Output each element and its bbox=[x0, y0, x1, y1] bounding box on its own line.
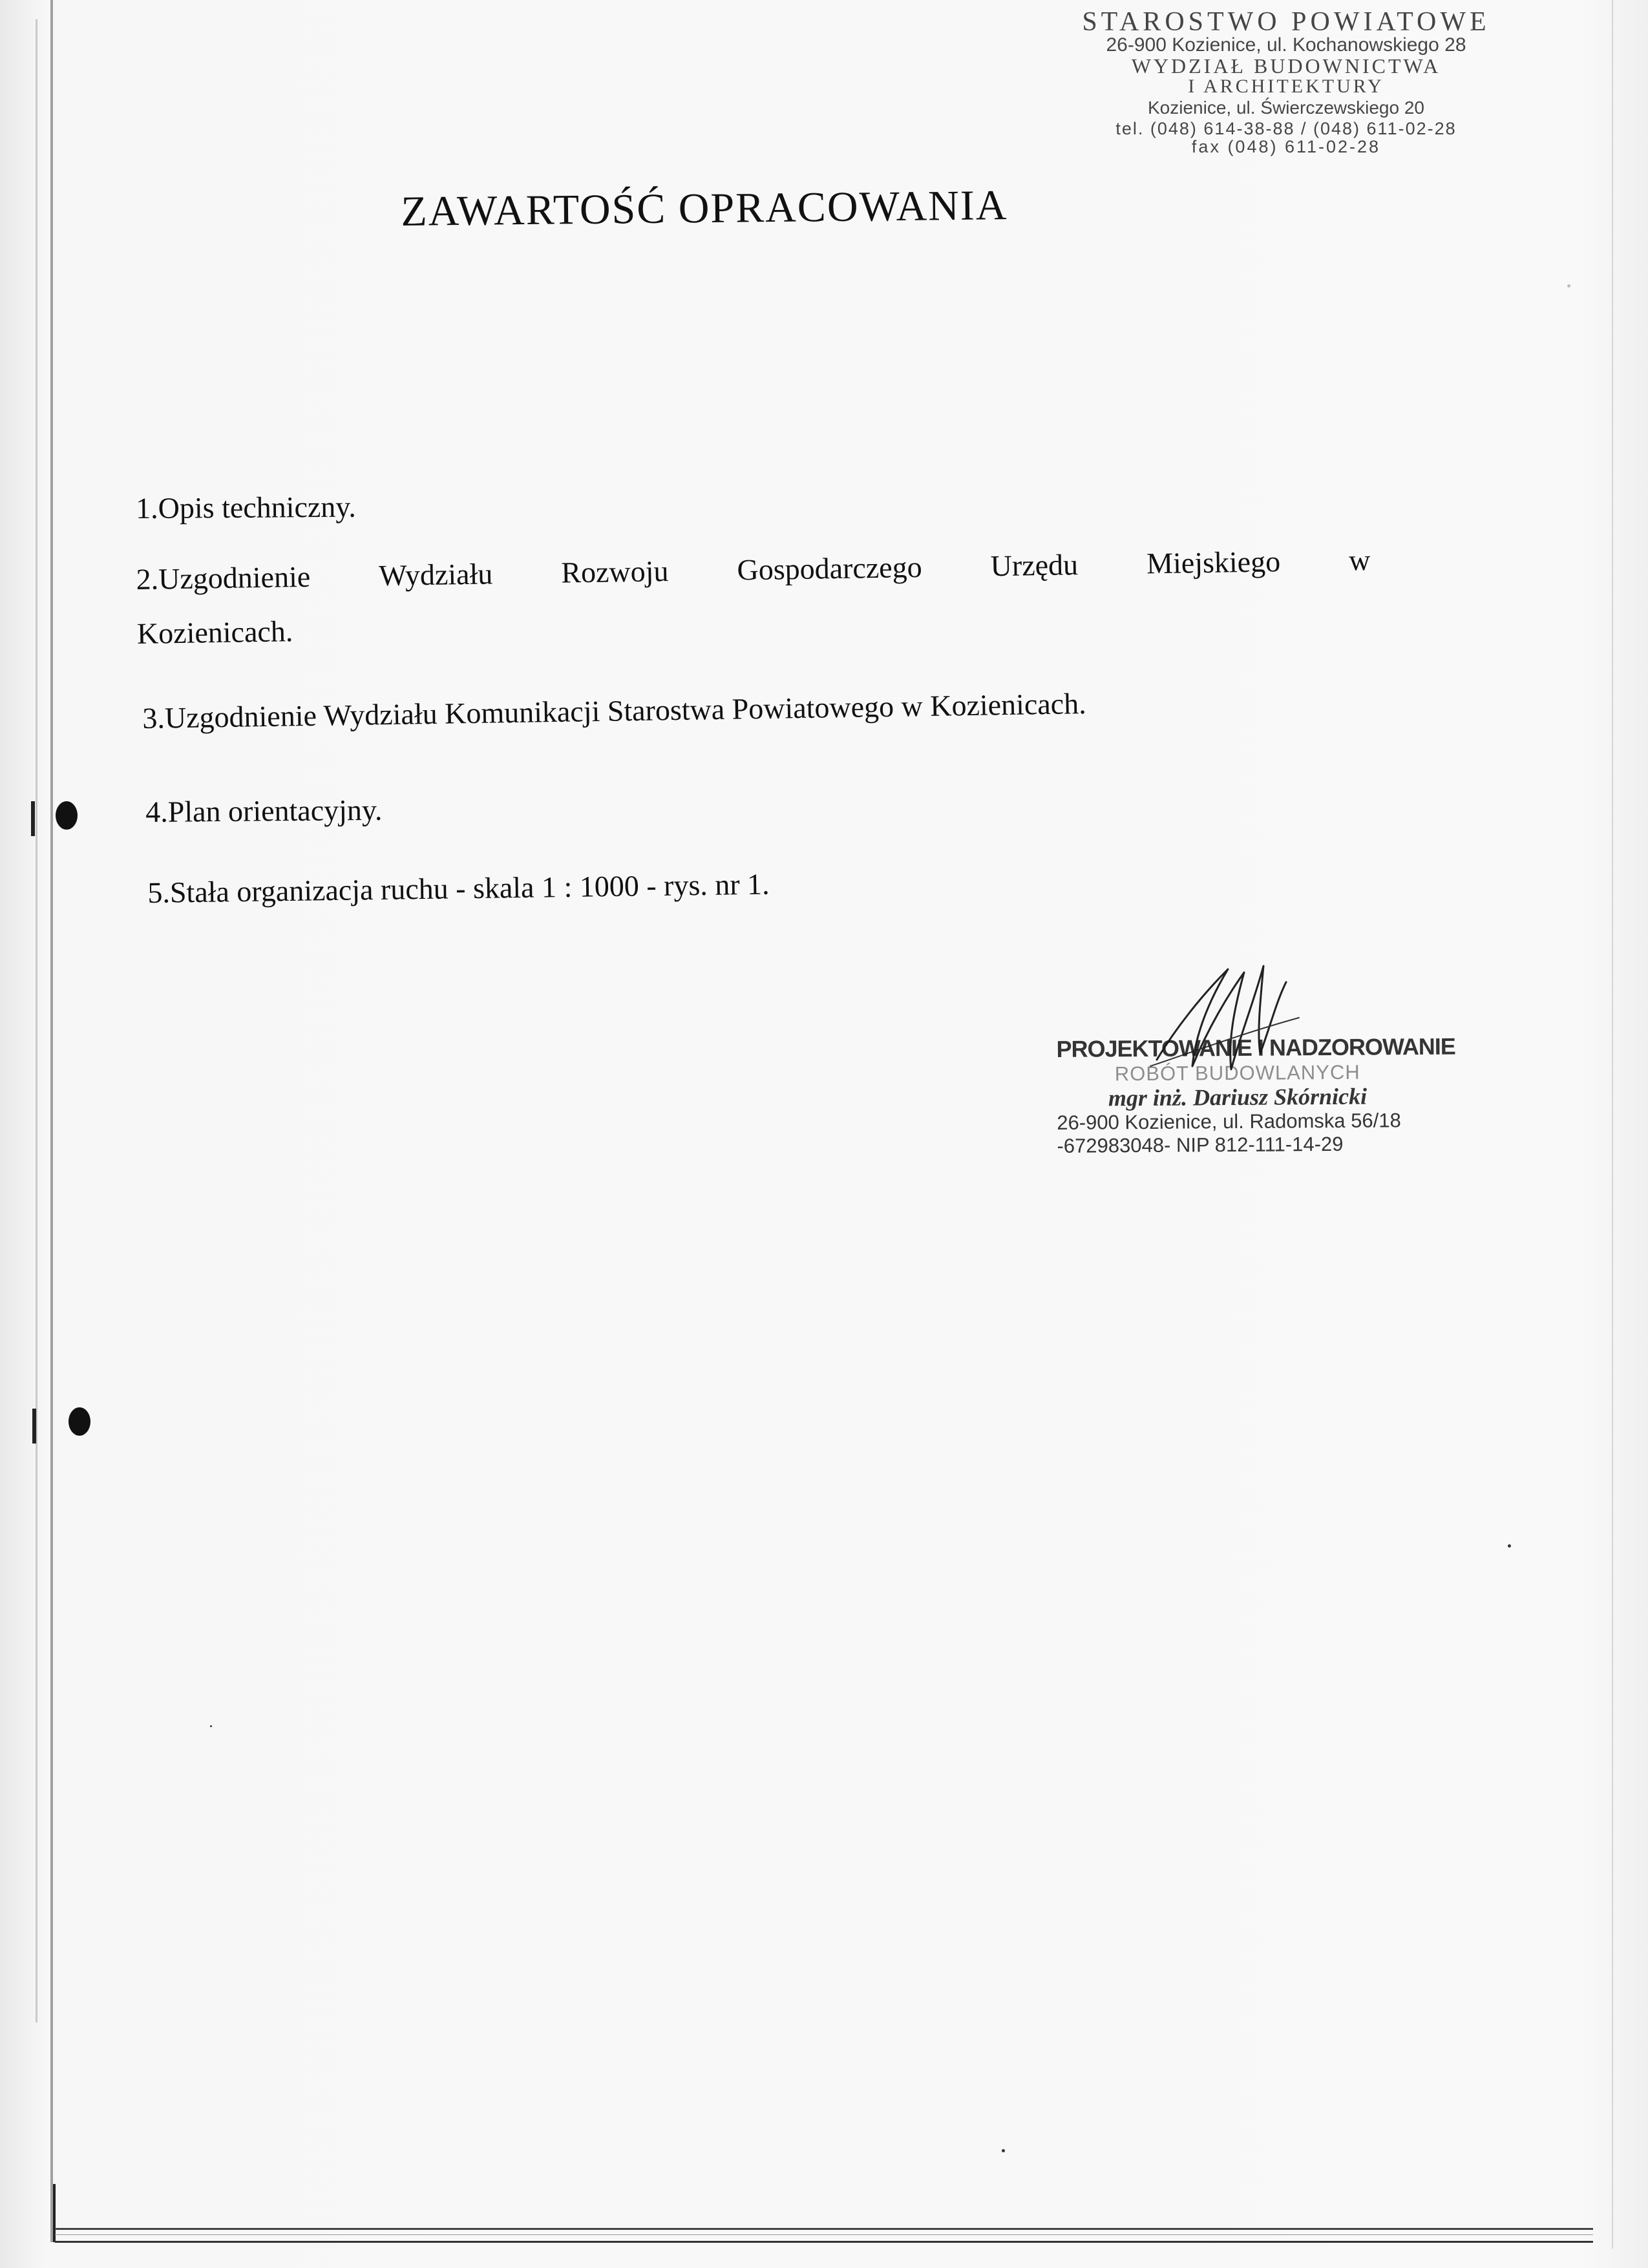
contents-item-1: 1.Opis techniczny. bbox=[136, 490, 357, 525]
item2-word: 2.Uzgodnienie bbox=[136, 560, 311, 596]
contents-item-5: 5.Stała organizacja ruchu - skala 1 : 1000 - rys. nr 1. bbox=[147, 867, 770, 909]
scan-speck bbox=[1567, 284, 1570, 288]
designer-stamp-address: 26-900 Kozienice, ul. Radomska 56/18 bbox=[1057, 1109, 1401, 1134]
scan-speck bbox=[1508, 1544, 1511, 1548]
stamp-department-2: I ARCHITEKTURY bbox=[1188, 76, 1384, 97]
item2-word: w bbox=[1348, 543, 1371, 577]
item2-word: Miejskiego bbox=[1146, 545, 1281, 580]
bottom-page-edge-outer bbox=[55, 2241, 1593, 2243]
stamp-office-name: STAROSTWO POWIATOWE bbox=[1082, 7, 1490, 37]
page-title: ZAWARTOŚĆ OPRACOWANIA bbox=[401, 182, 1008, 235]
contents-item-2-line-2: Kozienicach. bbox=[136, 614, 293, 650]
designer-stamp-ids: -672983048- NIP 812-111-14-29 bbox=[1057, 1132, 1344, 1157]
page-corner bbox=[53, 2184, 56, 2242]
contents-item-4: 4.Plan orientacyjny. bbox=[145, 793, 383, 828]
designer-stamp-name: mgr inż. Dariusz Skórnicki bbox=[1108, 1083, 1368, 1111]
contents-item-3: 3.Uzgodnienie Wydziału Komunikacji Starostwa Powiatowego w Kozienicach. bbox=[142, 687, 1086, 735]
contents-item-2 bbox=[136, 533, 1371, 661]
stamp-fax: fax (048) 611-02-28 bbox=[1191, 137, 1381, 156]
punch-hole-upper bbox=[56, 801, 78, 830]
scan-speck bbox=[210, 1725, 212, 1727]
stamp-department-address: Kozienice, ul. Świerczewskiego 20 bbox=[1148, 98, 1424, 118]
bottom-page-edge-inner bbox=[55, 2234, 1593, 2235]
item2-word: Wydziału bbox=[378, 557, 493, 593]
binder-mark bbox=[31, 801, 35, 836]
designer-stamp bbox=[1056, 1033, 1456, 1158]
designer-stamp-title: PROJEKTOWANIE I NADZOROWANIE bbox=[1056, 1033, 1456, 1062]
item2-word: Urzędu bbox=[990, 548, 1079, 583]
scan-shadow bbox=[36, 19, 37, 2022]
item2-word: Rozwoju bbox=[560, 554, 669, 589]
punch-hole-lower bbox=[69, 1407, 90, 1436]
scan-speck bbox=[1002, 2149, 1005, 2152]
bottom-page-edge bbox=[55, 2228, 1593, 2230]
stamp-department: WYDZIAŁ BUDOWNICTWA bbox=[1131, 54, 1441, 78]
item2-word: Gospodarczego bbox=[737, 550, 922, 587]
stamp-office-address: 26-900 Kozienice, ul. Kochanowskiego 28 bbox=[1106, 34, 1466, 56]
designer-stamp-subtitle: ROBÓT BUDOWLANYCH bbox=[1114, 1060, 1360, 1086]
right-page-edge bbox=[1612, 0, 1613, 2249]
header-stamp bbox=[1066, 9, 1506, 155]
binder-mark bbox=[32, 1409, 36, 1444]
stamp-phone: tel. (048) 614-38-88 / (048) 611-02-28 bbox=[1115, 119, 1457, 138]
left-page-edge bbox=[50, 0, 53, 2242]
